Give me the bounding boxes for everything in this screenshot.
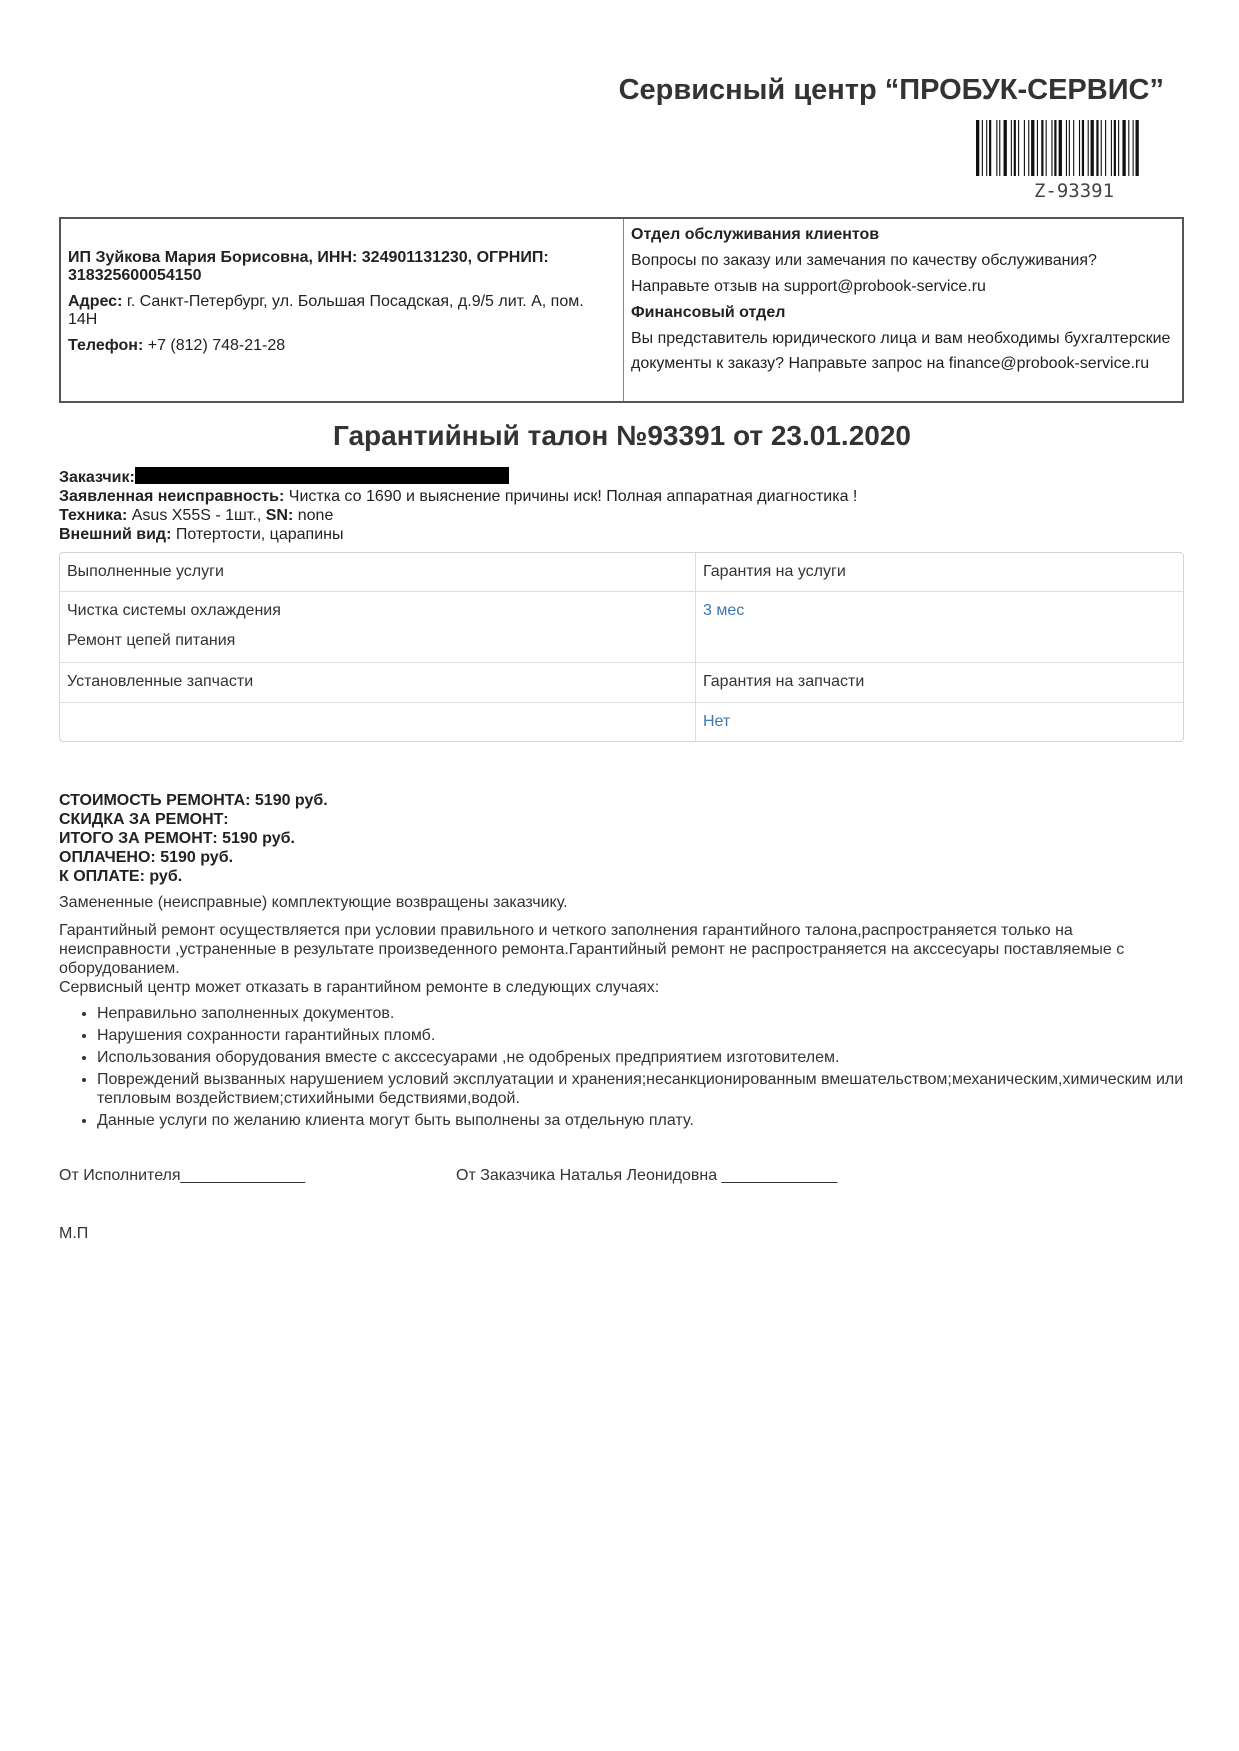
fault-value: Чистка со 1690 и выяснение причины иск! Полная аппаратная диагностика !	[284, 488, 858, 505]
customer-service-heading: Отдел обслуживания клиентов	[631, 226, 880, 243]
customer-signature: От Заказчика Наталья Леонидовна _____________	[456, 1167, 838, 1184]
order-details	[59, 467, 857, 544]
sn-label: SN:	[265, 507, 294, 524]
services-header: Выполненные услуги	[60, 553, 696, 591]
barcode	[976, 120, 1172, 202]
services-header-row	[60, 553, 1183, 591]
phone-value: +7 (812) 748-21-28	[143, 337, 286, 354]
returned-parts-note: Замененные (неисправные) комплектующие возвращены заказчику.	[59, 894, 568, 911]
parts-row	[60, 702, 1183, 741]
finance-line2: документы к заказу? Направьте запрос на finance@probook-service.ru	[631, 355, 1150, 372]
refusal-case: • Данные услуги по желанию клиента могут быть выполнены за отдельную плату.	[97, 1111, 1185, 1130]
phone	[68, 337, 615, 355]
totals	[59, 791, 328, 886]
parts-header-row	[60, 662, 1183, 702]
customer-service-question: Вопросы по заказу или замечания по качеству обслуживания?	[631, 252, 1097, 269]
fault-label: Заявленная неисправность:	[59, 488, 285, 505]
legal-entity: ИП Зуйкова Мария Борисовна, ИНН: 324901131230, ОГРНИП: 318325600054150	[68, 249, 549, 284]
to-pay: К ОПЛАТЕ: руб.	[59, 868, 183, 885]
warranty-terms: Гарантийный ремонт осуществляется при условии правильного и четкого заполнения гарантийного талона,распространяется только на неисправности ,устраненные в результате произведенного ремонта.Гарантийный ремонт не распространяется на акссесуары поставляемые с оборудованием.	[59, 922, 1125, 977]
redacted-customer-name	[135, 467, 509, 484]
service-item: Ремонт цепей питания	[67, 632, 236, 649]
device-label: Техника:	[59, 507, 128, 524]
paid: ОПЛАЧЕНО: 5190 руб.	[59, 849, 234, 866]
finance-heading: Финансовый отдел	[631, 304, 786, 321]
address-label: Адрес:	[68, 293, 123, 310]
customer-row	[59, 467, 857, 487]
customer-service-email: Направьте отзыв на support@probook-service.ru	[631, 278, 986, 295]
contacts-cell	[624, 219, 1182, 401]
stamp-place: М.П	[59, 1225, 89, 1242]
company-title: Сервисный центр “ПРОБУК-СЕРВИС”	[618, 74, 1164, 106]
phone-label: Телефон:	[68, 337, 144, 354]
total-cost: СТОИМОСТЬ РЕМОНТА: 5190 руб.	[59, 792, 328, 809]
parts-warranty-header: Гарантия на запчасти	[703, 673, 865, 690]
services-row	[60, 591, 1183, 662]
fault-row	[59, 487, 857, 506]
refusal-case: • Использования оборудования вместе с акссесуарами ,не одобреных предприятием изготовителем.	[97, 1048, 1185, 1067]
refusal-case: • Неправильно заполненных документов.	[97, 1004, 1185, 1023]
barcode-code: Z-93391	[1033, 180, 1115, 202]
service-item: Чистка системы охлаждения	[67, 602, 281, 619]
parts-warranty-value: Нет	[703, 713, 731, 730]
device-value: Asus X55S - 1шт.,	[127, 507, 266, 524]
parts-header: Установленные запчасти	[60, 663, 696, 702]
customer-label: Заказчик:	[59, 469, 135, 486]
document-title: Гарантийный талон №93391 от 23.01.2020	[332, 420, 911, 451]
address	[68, 293, 615, 329]
refusal-case: • Повреждений вызванных нарушением условий эксплуатации и хранения;несанкционированным вмешательством;механическим,химическим или тепловым воздействием;стихийными бедствиями,водой.	[97, 1070, 1185, 1108]
services-list	[60, 592, 696, 662]
address-value: г. Санкт-Петербург, ул. Большая Посадская, д.9/5 лит. А, пом. 14Н	[68, 293, 584, 328]
company-legal-cell	[61, 219, 624, 401]
finance-line1: Вы представитель юридического лица и вам необходимы бухгалтерские	[631, 330, 1171, 347]
services-warranty-header: Гарантия на услуги	[703, 563, 846, 580]
sn-value: none	[293, 507, 334, 524]
services-table	[59, 552, 1184, 742]
refusal-intro: Сервисный центр может отказать в гарантийном ремонте в следующих случаях:	[59, 979, 660, 996]
barcode-image	[976, 120, 1172, 176]
device-row	[59, 506, 857, 525]
total-sum: ИТОГО ЗА РЕМОНТ: 5190 руб.	[59, 830, 295, 847]
appearance-value: Потертости, царапины	[171, 526, 344, 543]
refusal-case: • Нарушения сохранности гарантийных пломб.	[97, 1026, 1185, 1045]
parts-value	[60, 703, 696, 741]
refusal-cases-list	[59, 1004, 1185, 1130]
company-info-table	[59, 217, 1184, 403]
executor-signature: От Исполнителя______________	[59, 1167, 306, 1184]
appearance-label: Внешний вид:	[59, 526, 172, 543]
warranty-notes	[59, 893, 1185, 1133]
services-warranty-value: 3 мес	[703, 602, 745, 619]
discount: СКИДКА ЗА РЕМОНТ:	[59, 811, 229, 828]
appearance-row	[59, 525, 857, 544]
